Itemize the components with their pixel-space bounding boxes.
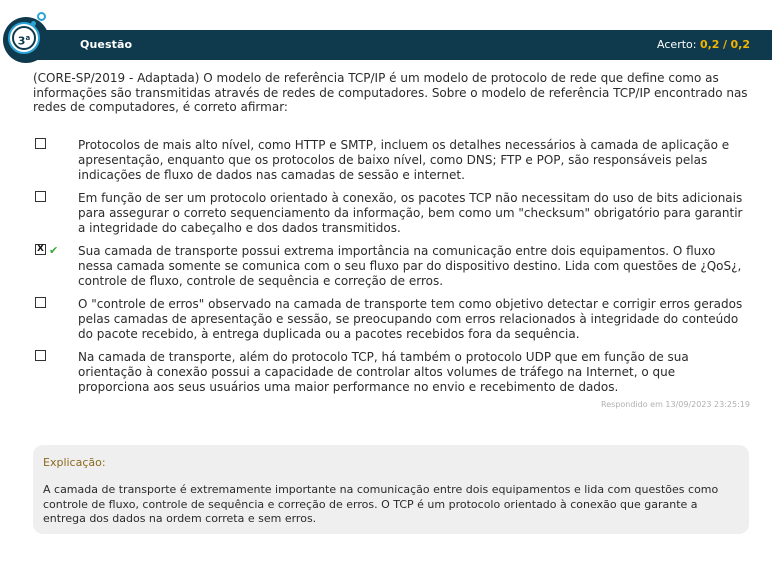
option-checkbox[interactable] xyxy=(35,297,46,308)
answered-timestamp: Respondido em 13/09/2023 23:25:19 xyxy=(601,400,750,409)
score xyxy=(657,38,750,51)
score-label: Acerto: xyxy=(657,38,697,51)
score-separator: / xyxy=(722,38,727,51)
answer-option[interactable] xyxy=(33,191,748,236)
answer-option-selected[interactable] xyxy=(33,244,748,289)
question-statement: (CORE-SP/2019 - Adaptada) O modelo de referência TCP/IP é um modelo de protocolo de rede que define como as informações são transmitidas através de redes de computadores. Sobre o modelo de referência TCP/IP encontrado nas redes de computadores, é correto afirmar: xyxy=(33,71,748,114)
question-title: Questão xyxy=(80,38,133,51)
option-text: Sua camada de transporte possui extrema importância na comunicação entre dois equipamentos. O fluxo nessa camada somente se comunica com o seu fluxo par do dispositivo destino. Lida com questões de ¿QoS¿, controle de fluxo, controle de sequência e correção de erros. xyxy=(78,244,742,288)
option-checkbox[interactable] xyxy=(35,350,46,361)
explanation-box xyxy=(33,445,749,534)
option-text: Em função de ser um protocolo orientado à conexão, os pacotes TCP não necessitam do uso de bits adicionais para assegurar o correto sequenciamento da informação, bem como um "checksum" obrigatório para garantir a integridade do cabeçalho e dos dados transmitidos. xyxy=(78,191,743,235)
badge-decoration-dot-small xyxy=(31,21,36,26)
answer-option[interactable] xyxy=(33,350,748,395)
question-number-suffix: a xyxy=(25,34,31,42)
answer-option[interactable] xyxy=(33,138,748,183)
answer-option[interactable] xyxy=(33,297,748,342)
answer-options xyxy=(33,138,748,403)
score-total: 0,2 xyxy=(730,38,750,51)
correct-check-icon: ✔ xyxy=(49,244,59,257)
explanation-text: A camada de transporte é extremamente importante na comunicação entre dois equipamentos e lida com questões como controle de fluxo, controle de sequência e correção de erros. O TCP é um protocolo orientado à conexão que garante a entrega dos dados na ordem correta e sem erros. xyxy=(43,483,719,525)
option-text: Na camada de transporte, além do protocolo TCP, há também o protocolo UDP que em função de sua orientação à conexão possui a capacidade de controlar altos volumes de tráfego na Internet, o que proporciona aos seus usuários uma maior performance no envio e recebimento de dados. xyxy=(78,350,689,394)
option-checkbox-checked[interactable]: X xyxy=(35,244,46,255)
question-number: 3 xyxy=(17,34,26,48)
question-header xyxy=(30,30,772,60)
badge-decoration-dot xyxy=(37,12,46,21)
score-value: 0,2 xyxy=(699,38,720,51)
option-checkbox[interactable] xyxy=(35,138,46,149)
option-text: O "controle de erros" observado na camada de transporte tem como objetivo detectar e corrigir erros gerados pelas camadas de apresentação e sessão, se preocupando com erros relacionados à integridade do conteúdo do pacote recebido, à entrega duplicada ou a pacotes recebidos fora da sequência. xyxy=(78,297,743,341)
option-text: Protocolos de mais alto nível, como HTTP e SMTP, incluem os detalhes necessários à camada de aplicação e apresentação, enquanto que os protocolos de baixo nível, como DNS; FTP e POP, são responsáveis pelas indicações de fluxo de dados nas camadas de sessão e internet. xyxy=(78,138,730,182)
option-checkbox[interactable] xyxy=(35,191,46,202)
question-number-badge xyxy=(12,26,36,50)
explanation-title: Explicação: xyxy=(43,456,106,469)
